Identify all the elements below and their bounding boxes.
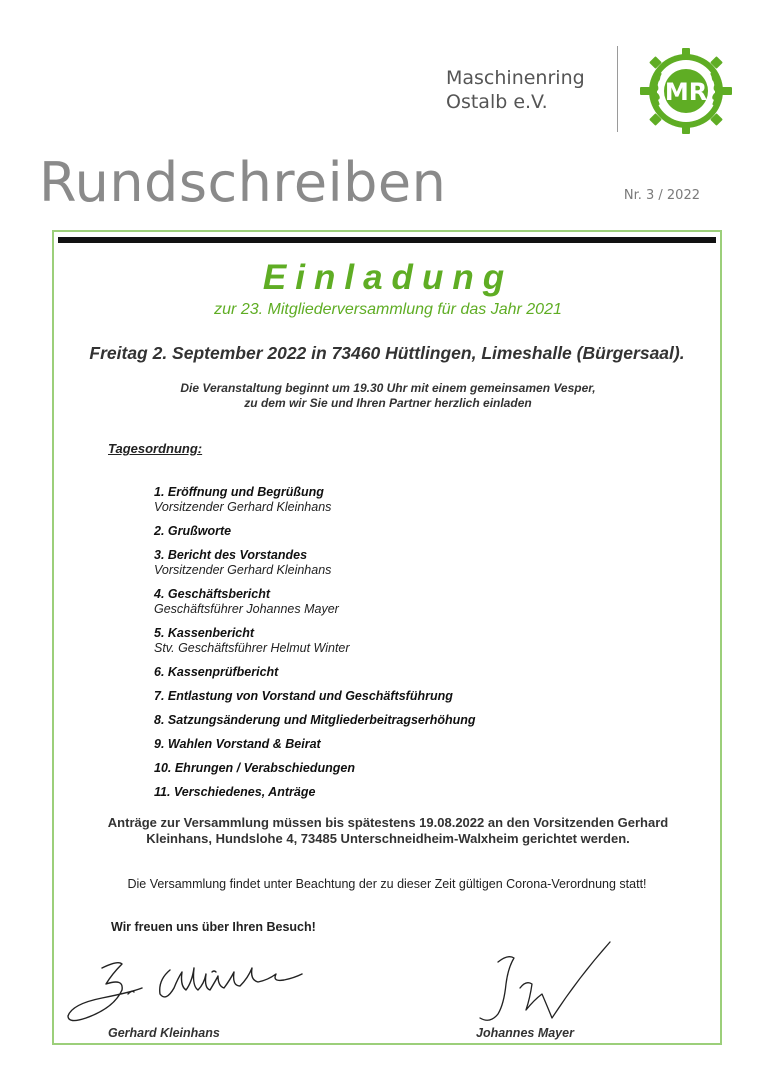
agenda-item-title: 7. Entlastung von Vorstand und Geschäftsführung xyxy=(154,689,453,703)
signer-name-1: Gerhard Kleinhans xyxy=(108,1026,220,1040)
agenda-item-title: 9. Wahlen Vorstand & Beirat xyxy=(154,737,321,751)
agenda-item-speaker: Vorsitzender Gerhard Kleinhans xyxy=(154,563,332,577)
agenda-item-speaker: Stv. Geschäftsführer Helmut Winter xyxy=(154,641,350,655)
org-name-line2: Ostalb e.V. xyxy=(446,91,548,113)
agenda-item-title: 8. Satzungsänderung und Mitgliederbeitragserhöhung xyxy=(154,713,476,727)
agenda-item-title: 6. Kassenprüfbericht xyxy=(154,665,279,679)
invitation-heading: Einladung xyxy=(262,258,514,297)
event-intro xyxy=(60,381,716,411)
agenda-item xyxy=(154,587,694,617)
agenda-item xyxy=(154,785,694,800)
agenda-item xyxy=(154,626,694,656)
agenda-heading: Tagesordnung: xyxy=(108,441,203,456)
agenda-item-title: 2. Grußworte xyxy=(154,524,232,538)
logo-text: MR xyxy=(664,78,708,106)
organization-name xyxy=(446,66,616,114)
agenda-item-speaker: Geschäftsführer Johannes Mayer xyxy=(154,602,339,616)
signature-mayer xyxy=(468,938,618,1030)
signature-kleinhans xyxy=(62,950,312,1028)
invitation-subtitle: zur 23. Mitgliederversammlung für das Jahr 2021 xyxy=(214,301,562,318)
deadline-line1: Anträge zur Versammlung müssen bis spätestens 19.08.2022 an den Vorsitzenden Gerhard xyxy=(107,815,669,830)
agenda-list xyxy=(154,485,694,809)
agenda-item xyxy=(154,485,694,515)
intro-line1: Die Veranstaltung beginnt um 19.30 Uhr mit einem gemeinsamen Vesper, xyxy=(180,381,596,395)
agenda-item xyxy=(154,548,694,578)
event-date-location: Freitag 2. September 2022 in 73460 Hüttlingen, Limeshalle (Bürgersaal). xyxy=(89,343,685,363)
issue-number: Nr. 3 / 2022 xyxy=(623,188,700,203)
submission-deadline xyxy=(60,815,716,847)
agenda-item xyxy=(154,524,694,539)
agenda-item-title: 5. Kassenbericht xyxy=(154,626,255,640)
document-title: Rundschreiben xyxy=(39,151,447,214)
agenda-item-title: 1. Eröffnung und Begrüßung xyxy=(154,485,324,499)
closing-thanks: Wir freuen uns über Ihren Besuch! xyxy=(111,920,316,934)
top-rule xyxy=(58,237,716,243)
agenda-item-title: 10. Ehrungen / Verabschiedungen xyxy=(154,761,355,775)
agenda-item xyxy=(154,689,694,704)
agenda-item-speaker: Vorsitzender Gerhard Kleinhans xyxy=(154,500,332,514)
agenda-item-title: 4. Geschäftsbericht xyxy=(154,587,271,601)
agenda-item xyxy=(154,665,694,680)
corona-note: Die Versammlung findet unter Beachtung der zu dieser Zeit gültigen Corona-Verordnung statt! xyxy=(127,877,647,891)
agenda-item xyxy=(154,761,694,776)
intro-line2: zu dem wir Sie und Ihren Partner herzlich einladen xyxy=(244,396,532,410)
agenda-item xyxy=(154,713,694,728)
org-name-line1: Maschinenring xyxy=(446,67,585,89)
agenda-item-title: 11. Verschiedenes, Anträge xyxy=(154,785,316,799)
agenda-item-title: 3. Bericht des Vorstandes xyxy=(154,548,308,562)
deadline-line2: Kleinhans, Hundslohe 4, 73485 Unterschneidheim-Walxheim gerichtet werden. xyxy=(146,831,630,846)
logo-divider xyxy=(617,46,618,132)
mr-logo-icon xyxy=(638,46,734,136)
agenda-item xyxy=(154,737,694,752)
signer-name-2: Johannes Mayer xyxy=(476,1026,574,1040)
